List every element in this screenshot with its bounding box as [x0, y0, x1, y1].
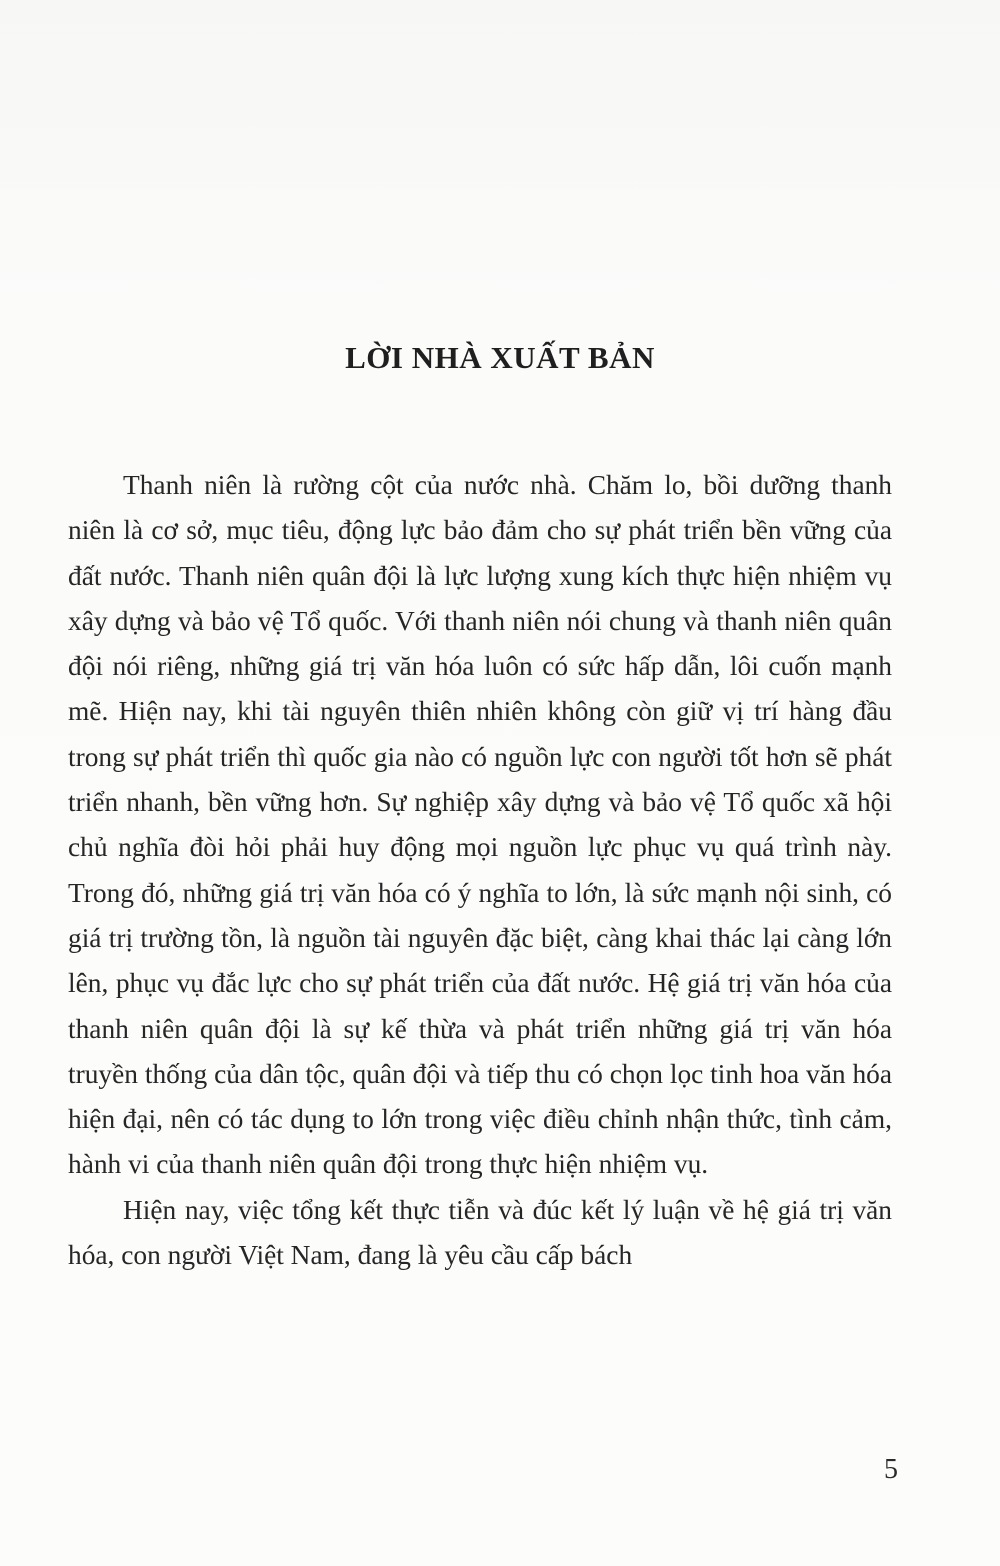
paragraph-2: Hiện nay, việc tổng kết thực tiễn và đúc kết lý luận về hệ giá trị văn hóa, con người Việt Nam, đang là yêu cầu cấp bách [68, 1194, 892, 1271]
page-number: 5 [884, 1454, 898, 1485]
page-title: LỜI NHÀ XUẤT BẢN [345, 340, 655, 375]
paragraph-1: Thanh niên là rường cột của nước nhà. Chăm lo, bồi dưỡng thanh niên là cơ sở, mục tiêu, động lực bảo đảm cho sự phát triển bền vững của đất nước. Thanh niên quân đội là lực lượng xung kích thực hiện nhiệm vụ xây dựng và bảo vệ Tổ quốc. Với thanh niên nói chung và thanh niên quân đội nói riêng, những giá trị văn hóa luôn có sức hấp dẫn, lôi cuốn mạnh mẽ. Hiện nay, khi tài nguyên thiên nhiên không còn giữ vị trí hàng đầu trong sự phát triển thì quốc gia nào có nguồn lực con người tốt hơn sẽ phát triển nhanh, bền vững hơn. Sự nghiệp xây dựng và bảo vệ Tổ quốc xã hội chủ nghĩa đòi hỏi phải huy động mọi nguồn lực phục vụ quá trình này. Trong đó, những giá trị văn hóa có ý nghĩa to lớn, là sức mạnh nội sinh, có giá trị trường tồn, là nguồn tài nguyên đặc biệt, càng khai thác lại càng lớn lên, phục vụ đắc lực cho sự phát triển của đất nước. Hệ giá trị văn hóa của thanh niên quân đội là sự kế thừa và phát triển những giá trị văn hóa truyền thống của dân tộc, quân đội và tiếp thu có chọn lọc tinh hoa văn hóa hiện đại, nên có tác dụng to lớn trong việc điều chỉnh nhận thức, tình cảm, hành vi của thanh niên quân đội trong thực hiện nhiệm vụ. [68, 470, 892, 1180]
body-text [68, 463, 892, 1278]
